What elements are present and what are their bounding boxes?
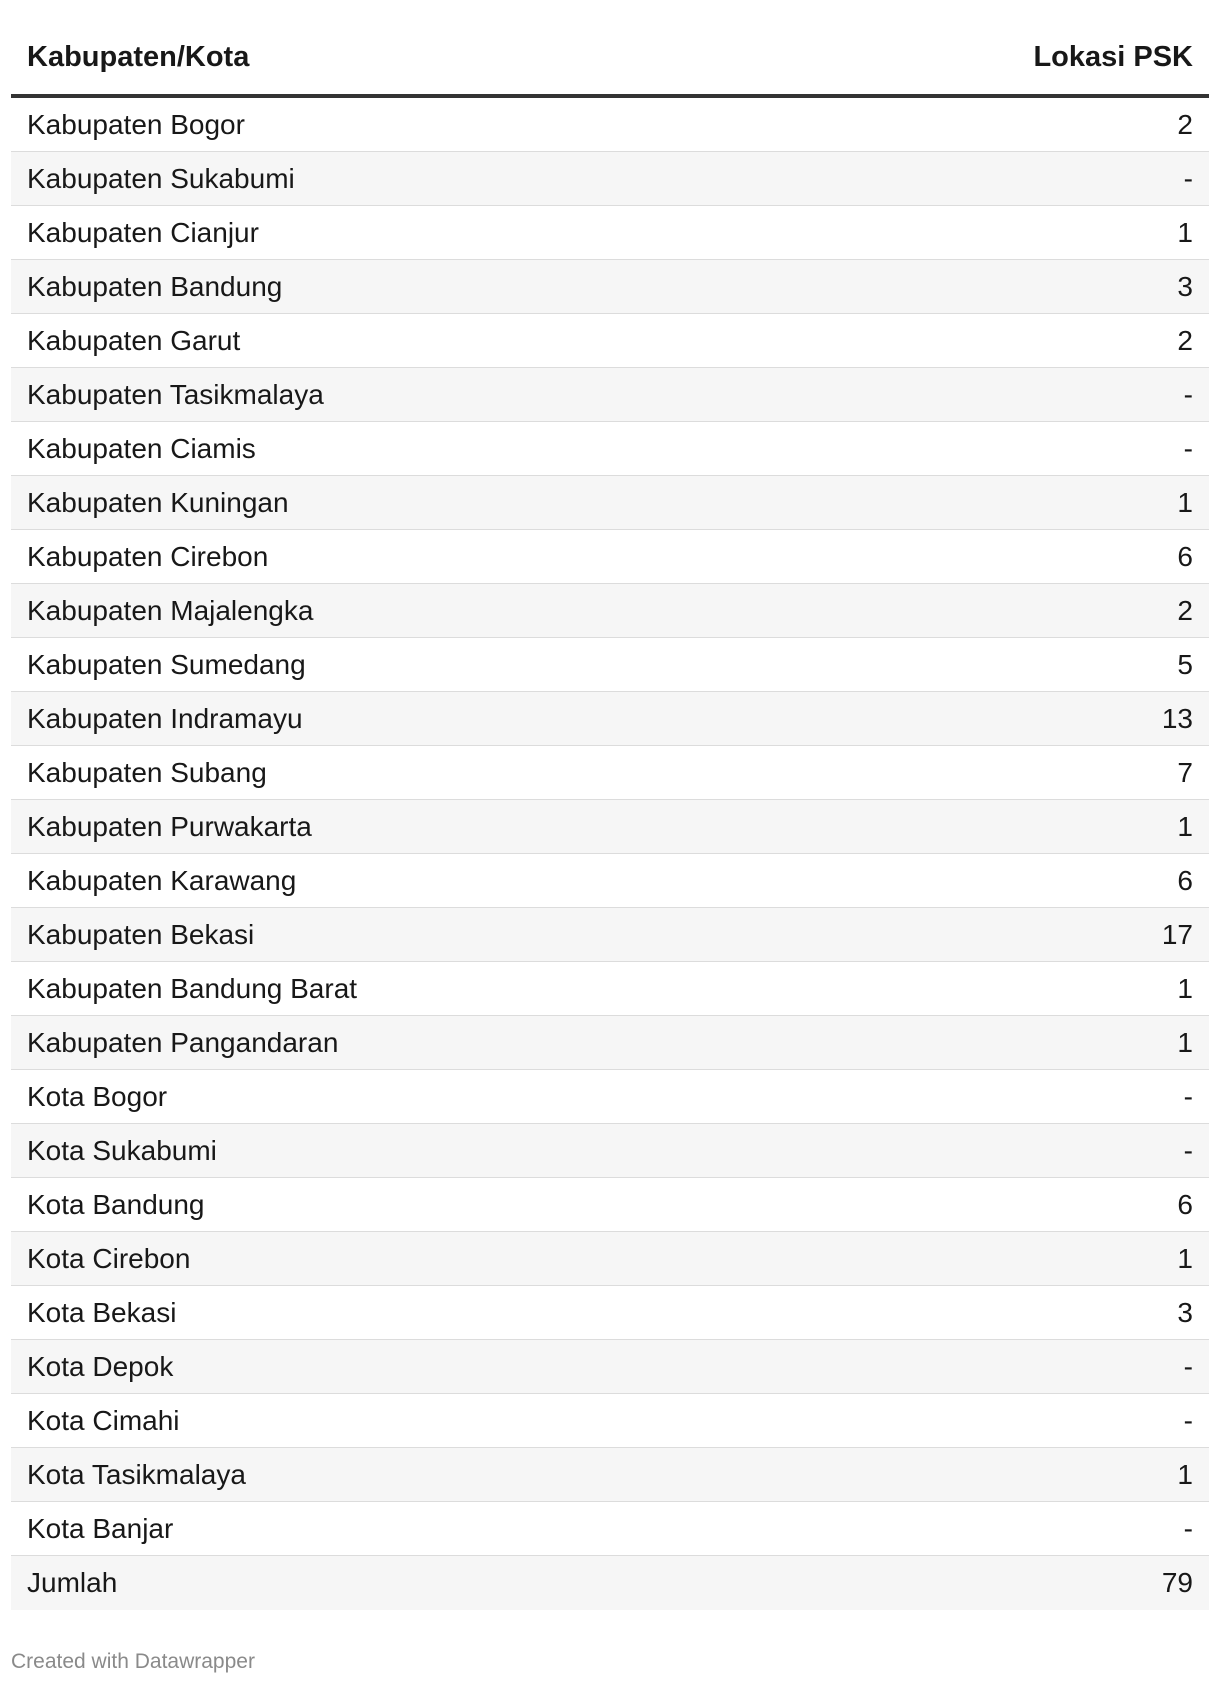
psk-location-count-cell: - (1183, 1404, 1193, 1436)
psk-location-count-cell: 1 (1177, 1026, 1193, 1058)
psk-location-count-cell: 17 (1161, 918, 1193, 950)
table-row (11, 1232, 1209, 1286)
total-row (11, 1556, 1209, 1610)
table-row (11, 476, 1209, 530)
region-name-cell: Kota Cimahi (27, 1404, 180, 1436)
region-name-cell: Kabupaten Cianjur (27, 216, 259, 248)
psk-location-count-cell: 3 (1177, 1296, 1193, 1328)
table-row (11, 368, 1209, 422)
table-row (11, 314, 1209, 368)
table-row (11, 260, 1209, 314)
region-name-cell: Kabupaten Indramayu (27, 702, 303, 734)
psk-location-count-cell: 6 (1177, 1188, 1193, 1220)
table-row (11, 1502, 1209, 1556)
table-row (11, 1070, 1209, 1124)
region-name-cell: Kabupaten Pangandaran (27, 1026, 339, 1058)
table-row (11, 1124, 1209, 1178)
table-row (11, 1016, 1209, 1070)
region-name-cell: Kota Depok (27, 1350, 174, 1382)
psk-location-count-cell: 2 (1177, 324, 1193, 356)
table-row (11, 638, 1209, 692)
region-name-cell: Kabupaten Purwakarta (27, 810, 312, 842)
region-name-cell: Kabupaten Sukabumi (27, 162, 295, 194)
table-row (11, 1394, 1209, 1448)
region-name-cell: Kota Bandung (27, 1188, 205, 1220)
table-header (11, 30, 1209, 98)
table-row (11, 530, 1209, 584)
psk-location-count-cell: 1 (1177, 1458, 1193, 1490)
region-name-cell: Kabupaten Karawang (27, 864, 297, 896)
table-row (11, 746, 1209, 800)
region-name-cell: Kabupaten Sumedang (27, 648, 306, 680)
table-row (11, 1286, 1209, 1340)
psk-location-count-cell: 3 (1177, 270, 1193, 302)
table-row (11, 1178, 1209, 1232)
column-header-region[interactable]: Kabupaten/Kota (27, 41, 250, 73)
table-row (11, 422, 1209, 476)
table-row (11, 908, 1209, 962)
table-row (11, 1448, 1209, 1502)
psk-location-count-cell: - (1183, 432, 1193, 464)
region-name-cell: Kota Cirebon (27, 1242, 191, 1274)
psk-location-count-cell: - (1183, 1080, 1193, 1112)
psk-location-count-cell: 2 (1177, 594, 1193, 626)
region-name-cell: Kabupaten Garut (27, 324, 241, 356)
psk-location-count-cell: 1 (1177, 1242, 1193, 1274)
table-row (11, 584, 1209, 638)
data-table (11, 30, 1209, 1610)
region-name-cell: Kabupaten Kuningan (27, 486, 289, 518)
psk-location-count-cell: - (1183, 1134, 1193, 1166)
region-name-cell: Kabupaten Bekasi (27, 918, 255, 950)
region-name-cell: Kabupaten Tasikmalaya (27, 378, 324, 410)
psk-location-count-cell: 7 (1177, 756, 1193, 788)
psk-location-count-cell: 13 (1161, 702, 1193, 734)
psk-location-count-cell: - (1183, 1350, 1193, 1382)
column-header-value[interactable]: Lokasi PSK (1033, 41, 1193, 73)
region-name-cell: Jumlah (27, 1567, 118, 1598)
region-name-cell: Kabupaten Ciamis (27, 432, 256, 464)
table-row (11, 98, 1209, 152)
table-row (11, 152, 1209, 206)
region-name-cell: Kota Bekasi (27, 1296, 177, 1328)
table-body (11, 98, 1209, 1610)
region-name-cell: Kota Banjar (27, 1512, 174, 1544)
region-name-cell: Kabupaten Majalengka (27, 594, 314, 626)
psk-location-count-cell: 6 (1177, 540, 1193, 572)
region-name-cell: Kota Tasikmalaya (27, 1458, 246, 1490)
region-name-cell: Kabupaten Bogor (27, 108, 245, 140)
region-name-cell: Kabupaten Bandung (27, 270, 283, 302)
region-name-cell: Kabupaten Subang (27, 756, 267, 788)
region-name-cell: Kabupaten Bandung Barat (27, 972, 358, 1004)
psk-location-count-cell: 2 (1177, 108, 1193, 140)
psk-location-count-cell: - (1183, 378, 1193, 410)
region-name-cell: Kabupaten Cirebon (27, 540, 269, 572)
table-row (11, 962, 1209, 1016)
psk-location-count-cell: 6 (1177, 864, 1193, 896)
datawrapper-credit[interactable]: Created with Datawrapper (11, 1650, 255, 1673)
psk-location-count-cell: 1 (1177, 972, 1193, 1004)
table-row (11, 206, 1209, 260)
table-row (11, 1340, 1209, 1394)
psk-location-count-cell: 1 (1177, 486, 1193, 518)
psk-location-count-cell: - (1183, 1512, 1193, 1544)
psk-location-count-cell: - (1183, 162, 1193, 194)
table-row (11, 692, 1209, 746)
psk-location-count-cell: 79 (1161, 1567, 1193, 1598)
region-name-cell: Kota Bogor (27, 1080, 168, 1112)
psk-location-count-cell: 1 (1177, 810, 1193, 842)
psk-location-count-cell: 5 (1177, 648, 1193, 680)
psk-location-count-cell: 1 (1177, 216, 1193, 248)
region-name-cell: Kota Sukabumi (27, 1134, 217, 1166)
table-row (11, 800, 1209, 854)
table-row (11, 854, 1209, 908)
